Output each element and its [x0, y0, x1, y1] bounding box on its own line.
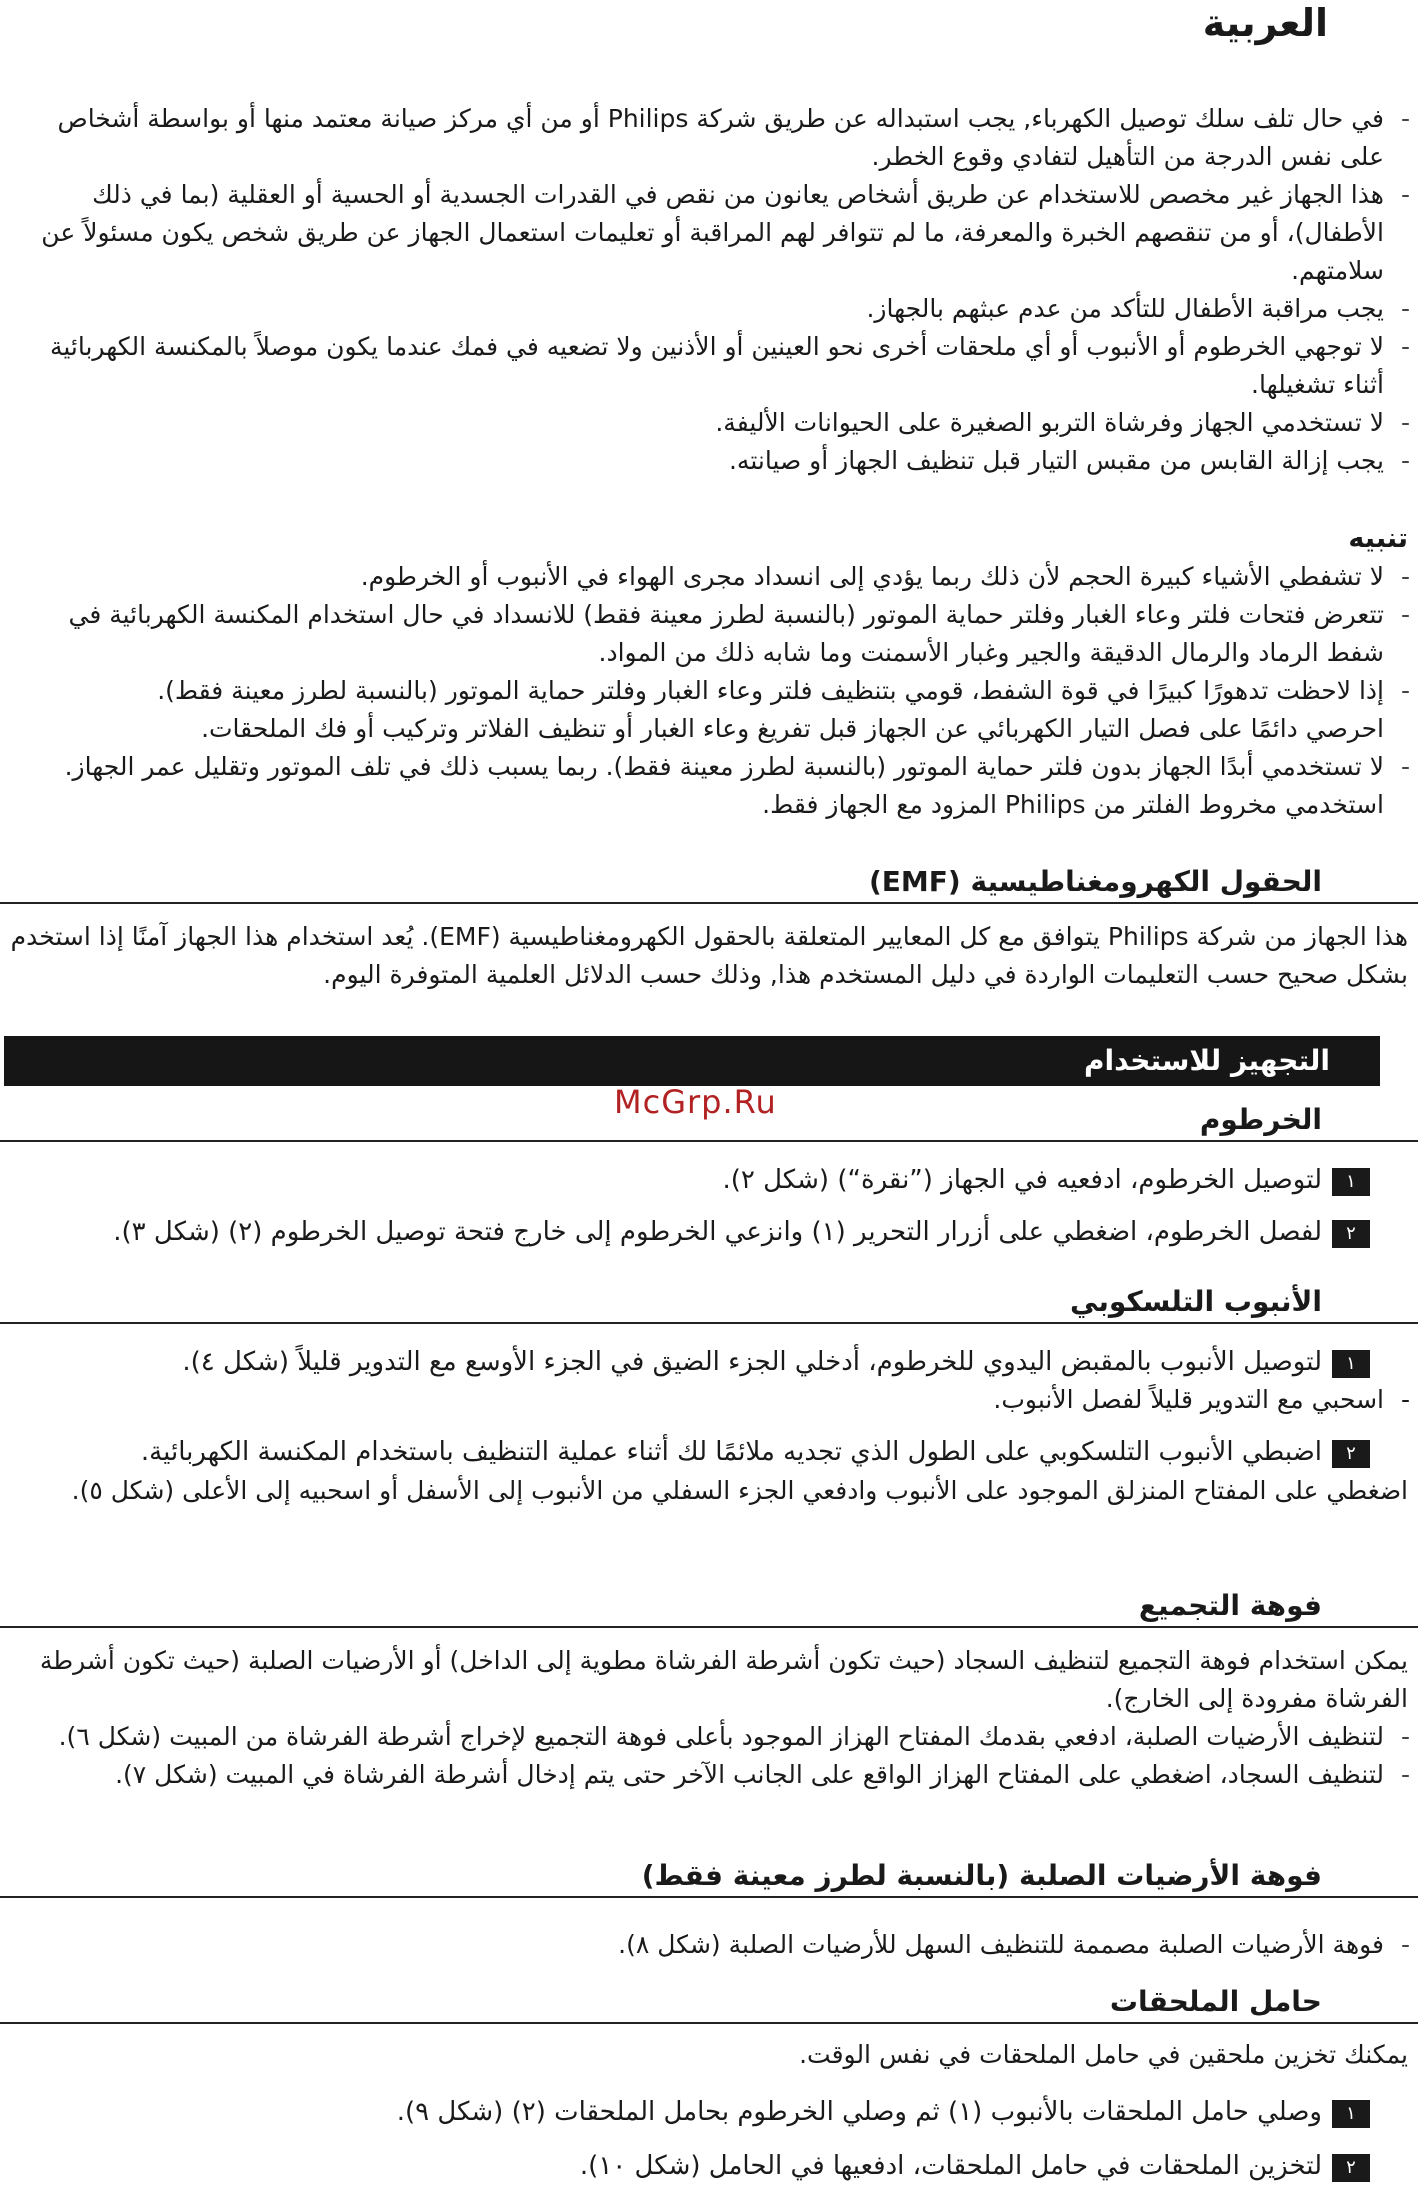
- list-item: - هذا الجهاز غير مخصص للاستخدام عن طريق أشخاص يعانون من نقص في القدرات الجسدية أو الحسية أو العقلية (بما في ذلك الأطفال)، أو من تنقصهم الخبرة والمعرفة، ما لم تتوافر لهم المراقبة أو تعليمات استعمال الجهاز عن طريق شخص يكون مسئولاً عن سلامتهم.: [0, 176, 1418, 290]
- list-item: - لا تشفطي الأشياء كبيرة الحجم لأن ذلك ربما يؤدي إلى انسداد مجرى الهواء في الأنبوب أو الخرطوم.: [0, 558, 1418, 596]
- list-item: - يجب إزالة القابس من مقبس التيار قبل تنظيف الجهاز أو صيانته.: [0, 442, 1418, 480]
- tube-title: الأنبوب التلسكوبي: [0, 1280, 1418, 1324]
- list-item: - فوهة الأرضيات الصلبة مصممة للتنظيف السهل للأرضيات الصلبة (شكل ٨).: [0, 1926, 1418, 1964]
- holder-step-2: [0, 2146, 1418, 2186]
- tube-step-2: [0, 1432, 1418, 1472]
- list-item: - لتنظيف الأرضيات الصلبة، ادفعي بقدمك المفتاح الهزاز الموجود بأعلى فوهة التجميع لإخراج أشرطة الفرشاة من المبيت (شكل ٦).: [0, 1718, 1418, 1756]
- caution-section: [0, 520, 1418, 824]
- tube-step-2-more: اضغطي على المفتاح المنزلق الموجود على الأنبوب وادفعي الجزء السفلي من الأنبوب إلى الأسفل أو اسحبيه إلى الأعلى (شكل ٥).: [71, 1476, 1408, 1505]
- step-number-badge: ٢: [1332, 1220, 1370, 1248]
- step-text: لتوصيل الأنبوب بالمقبض اليدوي للخرطوم، أدخلي الجزء الضيق في الجزء الأوسع مع التدوير قليلاً (شكل ٤).: [182, 1347, 1322, 1377]
- list-item: - يجب مراقبة الأطفال للتأكد من عدم عبثهم بالجهاز.: [0, 290, 1418, 328]
- list-item: - لا تستخدمي الجهاز وفرشاة التربو الصغيرة على الحيوانات الأليفة.: [0, 404, 1418, 442]
- hose-step-2: [0, 1212, 1418, 1252]
- hardfloor-section: [0, 1926, 1418, 1964]
- nozzle-intro: يمكن استخدام فوهة التجميع لتنظيف السجاد (حيث تكون أشرطة الفرشاة مطوية إلى الداخل) أو الأرضيات الصلبة (حيث تكون أشرطة الفرشاة مفرودة إلى الخارج).: [39, 1646, 1408, 1713]
- list-item: - لتنظيف السجاد، اضغطي على المفتاح الهزاز الواقع على الجانب الآخر حتى يتم إدخال أشرطة الفرشاة في المبيت (شكل ٧).: [0, 1756, 1418, 1794]
- holder-title: حامل الملحقات: [0, 1980, 1418, 2024]
- safety-list: [0, 100, 1418, 480]
- hose-step-1: [0, 1160, 1418, 1200]
- prepare-bar: التجهيز للاستخدام: [4, 1036, 1380, 1086]
- holder-section: [0, 2036, 1418, 2186]
- list-item: - لا توجهي الخرطوم أو الأنبوب أو أي ملحقات أخرى نحو العينين أو الأذنين ولا تضعيه في فمك عندما يكون موصلاً بالمكنسة الكهربائية أثناء تشغيلها.: [0, 328, 1418, 404]
- list-item: - تتعرض فتحات فلتر وعاء الغبار وفلتر حماية الموتور (بالنسبة لطرز معينة فقط) للانسداد في حال استخدام المكنسة الكهربائية في شفط الرماد والرمال الدقيقة والجير وغبار الأسمنت وما شابه ذلك من المواد.: [0, 596, 1418, 672]
- step-number-badge: ٢: [1332, 2154, 1370, 2182]
- holder-step-1: [0, 2092, 1418, 2132]
- tube-step-1: [0, 1342, 1418, 1382]
- step-text: لفصل الخرطوم، اضغطي على أزرار التحرير (١) وانزعي الخرطوم إلى خارج فتحة توصيل الخرطوم (٢) (شكل ٣).: [113, 1217, 1322, 1247]
- step-text: وصلي حامل الملحقات بالأنبوب (١) ثم وصلي الخرطوم بحامل الملحقات (٢) (شكل ٩).: [396, 2097, 1322, 2127]
- step-number-badge: ١: [1332, 2100, 1370, 2128]
- nozzle-title: فوهة التجميع: [0, 1584, 1418, 1628]
- tube-section: [0, 1342, 1418, 1510]
- step-number-badge: ١: [1332, 1168, 1370, 1196]
- watermark-text: McGrp.Ru: [614, 1083, 777, 1121]
- emf-title: الحقول الكهرومغناطيسية (EMF): [0, 860, 1418, 904]
- list-item: - في حال تلف سلك توصيل الكهرباء, يجب استبداله عن طريق شركة Philips أو من أي مركز صيانة معتمد منها أو بواسطة أشخاص على نفس الدرجة من التأهيل لتفادي وقوع الخطر.: [0, 100, 1418, 176]
- caution-title: تنبيه: [1348, 523, 1408, 554]
- list-item: احرصي دائمًا على فصل التيار الكهربائي عن الجهاز قبل تفريغ وعاء الغبار أو تنظيف الفلاتر وتركيب أو فك الملحقات.: [201, 714, 1384, 743]
- hose-section: [0, 1160, 1418, 1252]
- caution-list: [0, 558, 1418, 824]
- list-item: - إذا لاحظت تدهورًا كبيرًا في قوة الشفط، قومي بتنظيف فلتر وعاء الغبار وفلتر حماية الموتور (بالنسبة لطرز معينة فقط).: [0, 672, 1418, 710]
- nozzle-list: [0, 1718, 1418, 1794]
- holder-intro: يمكنك تخزين ملحقين في حامل الملحقات في نفس الوقت.: [799, 2040, 1408, 2069]
- safety-section: [0, 100, 1418, 480]
- step-number-badge: ٢: [1332, 1440, 1370, 1468]
- hardfloor-list: [0, 1926, 1418, 1964]
- tube-step-1-note: - اسحبي مع التدوير قليلاً لفصل الأنبوب.: [0, 1382, 1418, 1418]
- hose-title: الخرطوم: [0, 1098, 1418, 1142]
- emf-section: [0, 918, 1418, 994]
- step-number-badge: ١: [1332, 1350, 1370, 1378]
- step-text: اضبطي الأنبوب التلسكوبي على الطول الذي تجديه ملائمًا لك أثناء عملية التنظيف باستخدام المكنسة الكهربائية.: [140, 1437, 1322, 1467]
- step-text: لتوصيل الخرطوم، ادفعيه في الجهاز (”نقرة“) (شكل ٢).: [722, 1165, 1322, 1195]
- emf-text: هذا الجهاز من شركة Philips يتوافق مع كل المعايير المتعلقة بالحقول الكهرومغناطيسية (EMF). يُعد استخدام هذا الجهاز آمنًا إذا استخدم بشكل صحيح حسب التعليمات الواردة في دليل المستخدم هذا, وذلك حسب الدلائل العلمية المتوفرة اليوم.: [10, 922, 1408, 989]
- list-item: - لا تستخدمي أبدًا الجهاز بدون فلتر حماية الموتور (بالنسبة لطرز معينة فقط). ربما يسبب ذلك في تلف الموتور وتقليل عمر الجهاز. استخدمي مخروط الفلتر من Philips المزود مع الجهاز فقط.: [0, 748, 1418, 824]
- step-text: لتخزين الملحقات في حامل الملحقات، ادفعيها في الحامل (شكل ١٠).: [579, 2151, 1322, 2181]
- hardfloor-title: فوهة الأرضيات الصلبة (بالنسبة لطرز معينة فقط): [0, 1854, 1418, 1898]
- language-title: العربية: [1202, 1, 1328, 45]
- nozzle-section: [0, 1642, 1418, 1794]
